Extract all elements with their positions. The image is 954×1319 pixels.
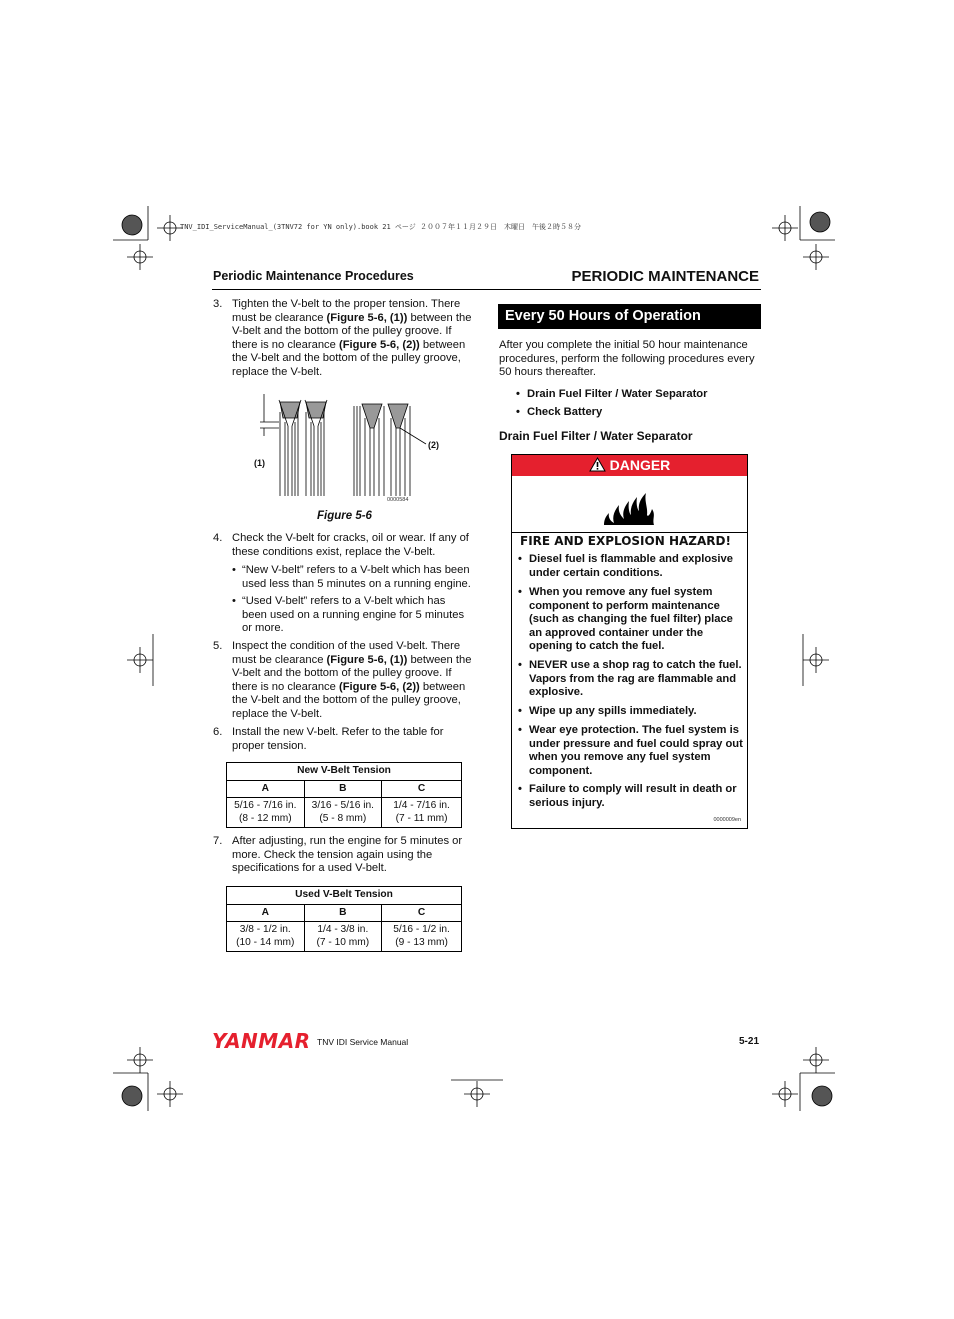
yanmar-logo [212,1029,311,1053]
figure-ref: (Figure 5-6, (1)) [326,653,408,666]
table-row [227,798,462,828]
danger-separator [512,532,747,533]
list-item-text: Check Battery [527,406,603,418]
table-cell: 5/16 - 7/16 in. (8 - 12 mm) [227,798,305,828]
text-run: Inspect the condition of the used V-belt. There must be clearance [232,640,461,666]
section-header-right: PERIODIC MAINTENANCE [571,268,759,285]
figure-caption: Figure 5-6 [317,510,372,522]
intro-paragraph: After you complete the initial 50 hour maintenance procedures, perform the following procedures every 50 hours thereafter. [499,339,755,379]
figure-code: 0000584 [387,497,409,503]
danger-item [518,659,743,700]
bullet: • [518,553,522,565]
step-5 [213,640,473,722]
table-title: New V-Belt Tension [227,763,462,781]
list-item [516,388,761,400]
section-title-bar [498,304,761,329]
text-run: between the V-belt and the bottom of the pulley groove. If there is no clearance [232,653,472,693]
step-text [232,640,473,722]
bullet: • [516,406,520,418]
danger-item [518,553,743,580]
table-cell: 1/4 - 7/16 in. (7 - 11 mm) [382,798,462,828]
step-6 [213,726,473,753]
figure-ref: (Figure 5-6, (2)) [338,338,420,351]
bullet: • [232,564,236,576]
table-title: Used V-Belt Tension [227,887,462,905]
flame-icon [602,485,658,527]
table-row [227,922,462,952]
section-title: Every 50 Hours of Operation [505,308,701,324]
table-cell: 1/4 - 3/8 in. (7 - 10 mm) [304,922,382,952]
danger-item [518,586,743,654]
danger-item-text: Wipe up any spills immediately. [529,705,697,717]
bullet: • [518,724,522,736]
new-vbelt-tension-table [226,762,462,828]
table-cell: 5/16 - 1/2 in. (9 - 13 mm) [382,922,462,952]
hazard-title: FIRE AND EXPLOSION HAZARD! [520,534,731,548]
table-cell: 3/8 - 1/2 in. (10 - 14 mm) [227,922,305,952]
bullet-text: “New V-belt” refers to a V-belt which has been used less than 5 minutes on a running engine. [242,564,471,590]
step-number: 3. [213,298,223,310]
danger-item-text: When you remove any fuel system component to perform maintenance (such as changing the fuel filter) place an approved container under the opening to catch the fuel. [529,586,733,653]
danger-code: 0000009en [713,817,741,823]
table-header: B [304,904,382,922]
bullet: • [232,595,236,607]
bullet: • [518,783,522,795]
bullet-used-vbelt [232,595,473,636]
danger-item-text: NEVER use a shop rag to catch the fuel. Vapors from the rag are flammable and explosive. [529,659,742,699]
header-rule [212,289,761,290]
danger-item [518,724,743,778]
figure-ref: (Figure 5-6, (2)) [338,680,420,693]
step-number: 6. [213,726,223,738]
text-run: between the V-belt and the bottom of the pulley groove. If there is no clearance [232,311,472,351]
list-item [516,406,761,418]
warning-triangle-icon [589,457,606,472]
danger-item-text: Failure to comply will result in death or serious injury. [529,783,737,809]
step-text: Check the V-belt for cracks, oil or wear. If any of these conditions exist, replace the V-belt. [232,532,469,558]
danger-item-text: Diesel fuel is flammable and explosive under certain conditions. [529,553,733,579]
figure-ref: (Figure 5-6, (1)) [326,311,408,324]
used-vbelt-tension-table [226,886,462,952]
bullet-text: “Used V-belt” refers to a V-belt which has been used on a running engine for 5 minutes or more. [242,595,465,635]
danger-header [512,455,747,476]
step-text: Install the new V-belt. Refer to the table for proper tension. [232,726,444,752]
danger-item-text: Wear eye protection. The fuel system is under pressure and fuel could spray out when you remove any fuel system component. [529,724,743,777]
step-7 [213,835,473,876]
table-header: A [227,780,305,798]
bullet: • [518,586,522,598]
bullet: • [518,705,522,717]
step-4 [213,532,473,559]
table-header: C [382,904,462,922]
figure-label-2: (2) [428,440,439,450]
danger-label: DANGER [609,457,671,473]
table-header: B [304,780,382,798]
figure-label-1: (1) [254,458,265,468]
logo-text: YANMAR [212,1029,311,1053]
print-info-line: TNV_IDI_ServiceManual_(3TNV72 for YN only).book 21 ページ ２００７年１１月２９日 木曜日 午後２時５８分 [180,223,582,231]
step-3 [213,298,473,380]
v-belt-clearance-figure [250,392,450,507]
bullet-new-vbelt [232,564,473,591]
text-run: between the V-belt and the bottom of the pulley groove, replace the V-belt. [232,338,466,378]
table-header: A [227,904,305,922]
step-text [232,298,473,380]
bullet: • [516,388,520,400]
step-number: 4. [213,532,223,544]
bullet: • [518,659,522,671]
danger-box [511,454,748,829]
list-item-text: Drain Fuel Filter / Water Separator [527,388,708,400]
section-header-left: Periodic Maintenance Procedures [213,269,414,283]
step-number: 5. [213,640,223,652]
footer-doc-title: TNV IDI Service Manual [317,1037,409,1047]
step-text: After adjusting, run the engine for 5 minutes or more. Check the tension again using the specifications for a used V-belt. [232,835,463,875]
text-run: Tighten the V-belt to the proper tension. There must be clearance [232,298,461,324]
page-number: 5-21 [738,1036,759,1047]
danger-item [518,783,743,810]
text-run: between the V-belt and the bottom of the pulley groove, replace the V-belt. [232,680,466,720]
subheading: Drain Fuel Filter / Water Separator [499,429,693,443]
step-number: 7. [213,835,223,847]
table-header: C [382,780,462,798]
danger-item [518,705,743,719]
table-cell: 3/16 - 5/16 in. (5 - 8 mm) [304,798,382,828]
